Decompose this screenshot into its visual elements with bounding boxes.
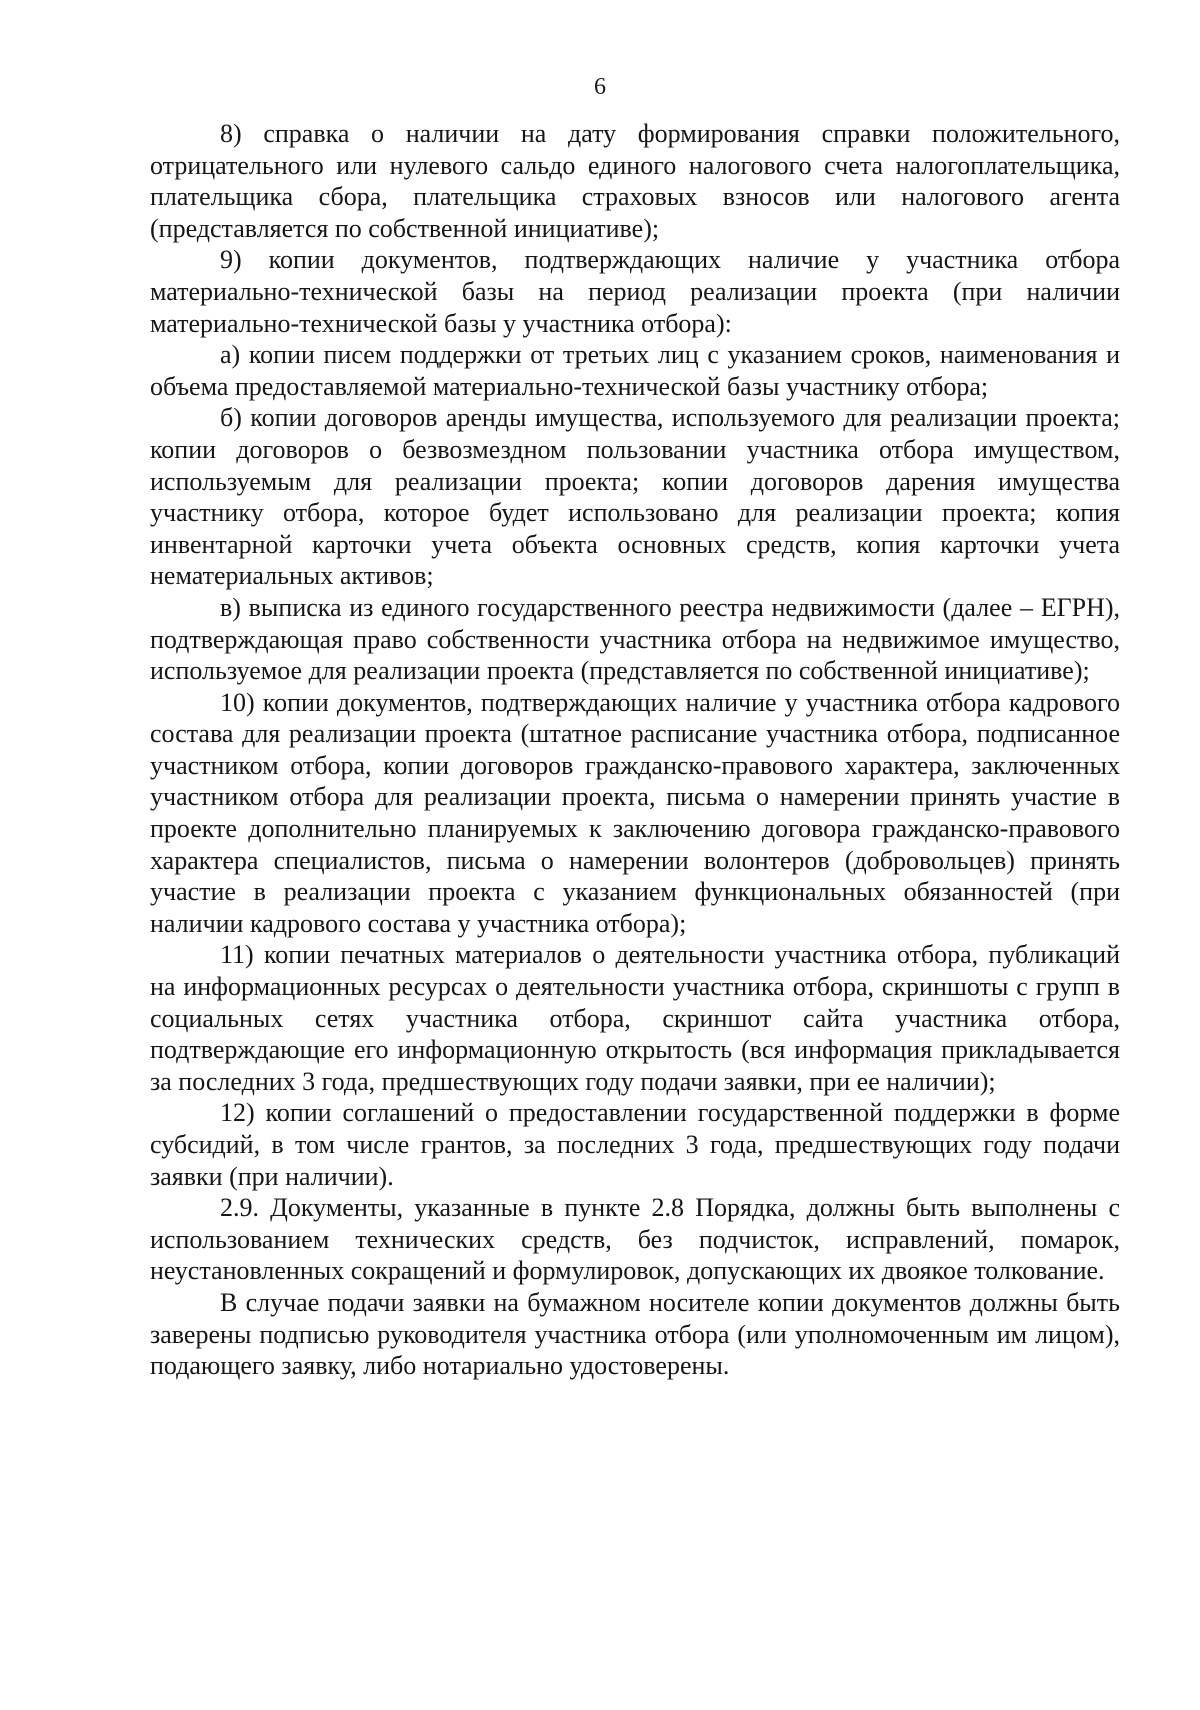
paragraph-item-8: 8) справка о наличии на дату формирования справки положительного, отрицательного или нулевого сальдо единого налогового счета налогоплательщика, плательщика сбора, плательщика страховых взносов или налогового агента (представляется по собственной инициативе); (150, 119, 1120, 243)
paragraph-paper-submission: В случае подачи заявки на бумажном носителе копии документов должны быть заверены подписью руководителя участника отбора (или уполномоченным им лицом), подающего заявку, либо нотариально удостоверены. (150, 1287, 1120, 1381)
paragraph-subitem-v: в) выписка из единого государственного реестра недвижимости (далее – ЕГРН), подтверждающая право собственности участника отбора на недвижимое имущество, используемое для реализации проекта (представляется по собственной инициативе); (150, 592, 1120, 686)
paragraph-item-9: 9) копии документов, подтверждающих наличие у участника отбора материально-технической базы на период реализации проекта (при наличии материально-технической базы у участника отбора): (150, 245, 1120, 338)
paragraph-subitem-b: б) копии договоров аренды имущества, используемого для реализации проекта; копии договоров о безвозмездном пользовании участника отбора имуществом, используемым для реализации проекта; копии договоров дарения имущества участнику отбора, которое будет использовано для реализации проекта; копия инвентарной карточки учета объекта основных средств, копия карточки учета нематериальных активов; (150, 403, 1120, 591)
paragraph-clause-2-9: 2.9. Документы, указанные в пункте 2.8 Порядка, должны быть выполнены с использованием технических средств, без подчисток, исправлений, помарок, неустановленных сокращений и формулировок, допускающих их двоякое толкование. (150, 1193, 1120, 1286)
paragraph-item-11: 11) копии печатных материалов о деятельности участника отбора, публикаций на информационных ресурсах о деятельности участника отбора, скриншоты с групп в социальных сетях участника отбора, скриншот сайта участника отбора, подтверждающие его информационную открытость (вся информация прикладывается за последних 3 года, предшествующих году подачи заявки, при ее наличии); (150, 940, 1120, 1096)
page-number: 6 (594, 74, 606, 100)
paragraph-subitem-a: а) копии писем поддержки от третьих лиц с указанием сроков, наименования и объема предоставляемой материально-технической базы участнику отбора; (150, 340, 1120, 401)
document-body (150, 118, 1120, 1382)
paragraph-item-12: 12) копии соглашений о предоставлении государственной поддержки в форме субсидий, в том числе грантов, за последних 3 года, предшествующих году подачи заявки (при наличии). (150, 1098, 1120, 1191)
paragraph-item-10: 10) копии документов, подтверждающих наличие у участника отбора кадрового состава для реализации проекта (штатное расписание участника отбора, подписанное участником отбора, копии договоров гражданско-правового характера, заключенных участником отбора для реализации проекта, письма о намерении принять участие в проекте дополнительно планируемых к заключению договора гражданско-правового характера специалистов, письма о намерении волонтеров (добровольцев) принять участие в реализации проекта с указанием функциональных обязанностей (при наличии кадрового состава у участника отбора); (150, 687, 1120, 938)
